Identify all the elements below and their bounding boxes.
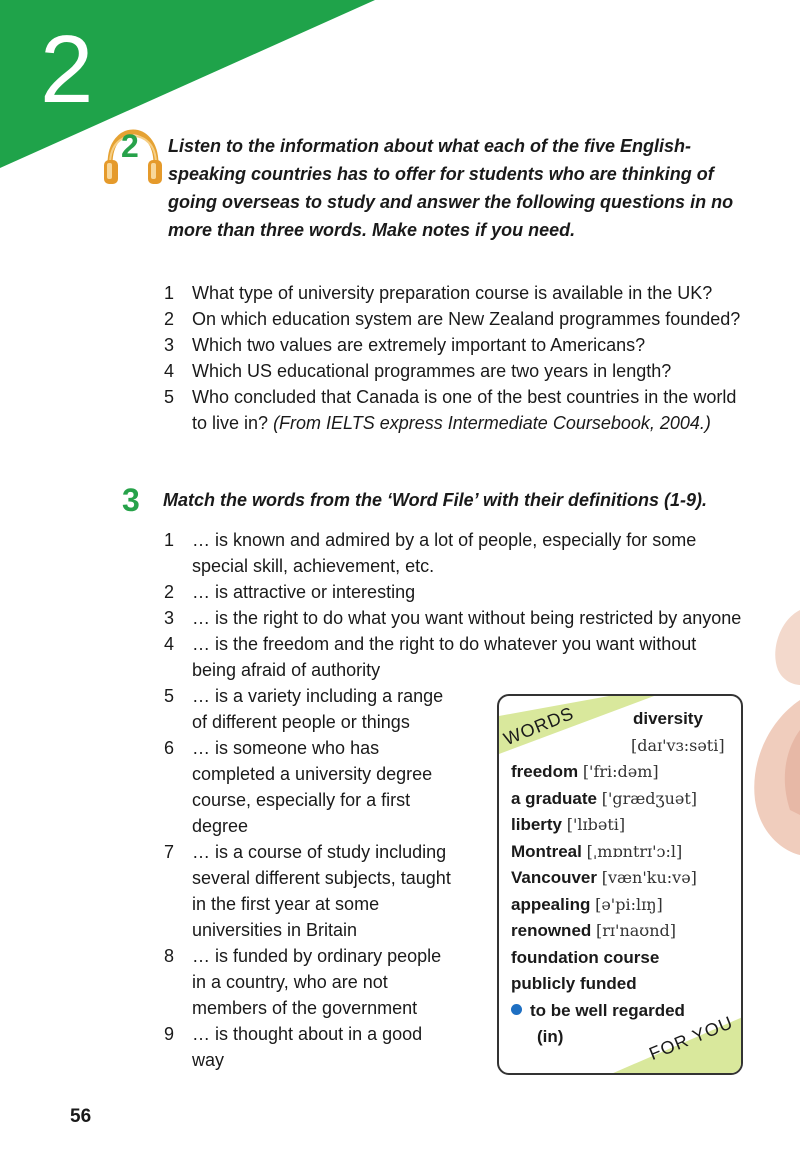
list-item: 1 What type of university preparation course is available in the UK? — [164, 283, 713, 303]
phrase-entry-continued: (in) — [537, 1027, 564, 1046]
banner-for-you: FOR YOU — [646, 1012, 737, 1064]
word-entry: Montreal [ˌmɒntrɪ'ɔ:l] — [511, 841, 683, 861]
exercise-2-instruction: Listen to the information about what each of the five English-speaking countries has to offer for students who are thinking of going overseas to study and answer the following questions in no more than three words. Make notes if you need. — [168, 136, 734, 240]
exercise-2-questions — [164, 280, 754, 436]
page-number: 56 — [70, 1106, 92, 1127]
bullet-icon — [511, 1004, 522, 1015]
list-item: 4 Which US educational programmes are two years in length? — [164, 361, 672, 381]
word-entry: a graduate ['grædʒuət] — [511, 788, 698, 808]
exercise-3-number: 3 — [122, 482, 140, 518]
word-list — [511, 706, 736, 1051]
list-item: 2 On which education system are New Zealand programmes founded? — [164, 309, 741, 329]
word-entry: diversity — [633, 709, 703, 728]
word-entry: Vancouver [væn'ku:və] — [511, 868, 697, 887]
hand-image — [740, 590, 800, 860]
list-item: 8 … is funded by ordinary people in a country, who are not members of the government — [164, 946, 442, 1018]
word-entry: freedom ['fri:dəm] — [511, 762, 659, 781]
list-item: 1 … is known and admired by a lot of people, especially for some special skill, achievement, etc. — [164, 530, 697, 576]
exercise-2-number: 2 — [121, 128, 139, 164]
word-entry: publicly funded — [511, 974, 637, 993]
list-item: 4 … is the freedom and the right to do whatever you want without being afraid of authority — [164, 634, 697, 680]
list-item: 5 Who concluded that Canada is one of the best countries in the world to live in? (From IELTS express Intermediate Coursebook, 2004.) — [164, 387, 737, 433]
word-entry: foundation course — [511, 947, 660, 967]
word-pronunciation: [daɪ'vɜ:səti] — [631, 735, 725, 755]
list-item: 3 Which two values are extremely important to Americans? — [164, 335, 646, 355]
word-entry: liberty ['lɪbəti] — [511, 815, 626, 834]
word-entry: appealing [ə'pi:lɪŋ] — [511, 894, 663, 914]
list-item: 9 … is thought about in a good way — [164, 1024, 423, 1070]
exercise-3-instruction: Match the words from the ‘Word File’ with their definitions (1-9). — [163, 490, 708, 510]
list-item: 7 … is a course of study including several different subjects, taught in the first year at some universities in Britain — [164, 842, 451, 940]
banner-words: WORDS — [500, 702, 577, 750]
list-item: 5 … is a variety including a range of different people or things — [164, 686, 444, 732]
word-file-box — [497, 694, 743, 1075]
list-item: 6 … is someone who has completed a university degree course, especially for a first degree — [164, 738, 433, 836]
list-item: 3 … is the right to do what you want without being restricted by anyone — [164, 608, 742, 628]
list-item: 2 … is attractive or interesting — [164, 582, 416, 602]
unit-number: 2 — [40, 16, 94, 123]
word-entry: renowned [rɪ'naʊnd] — [511, 921, 676, 940]
source-citation: (From IELTS express Intermediate Coursebook, 2004.) — [273, 413, 711, 433]
phrase-entry: to be well regarded — [511, 998, 736, 1025]
